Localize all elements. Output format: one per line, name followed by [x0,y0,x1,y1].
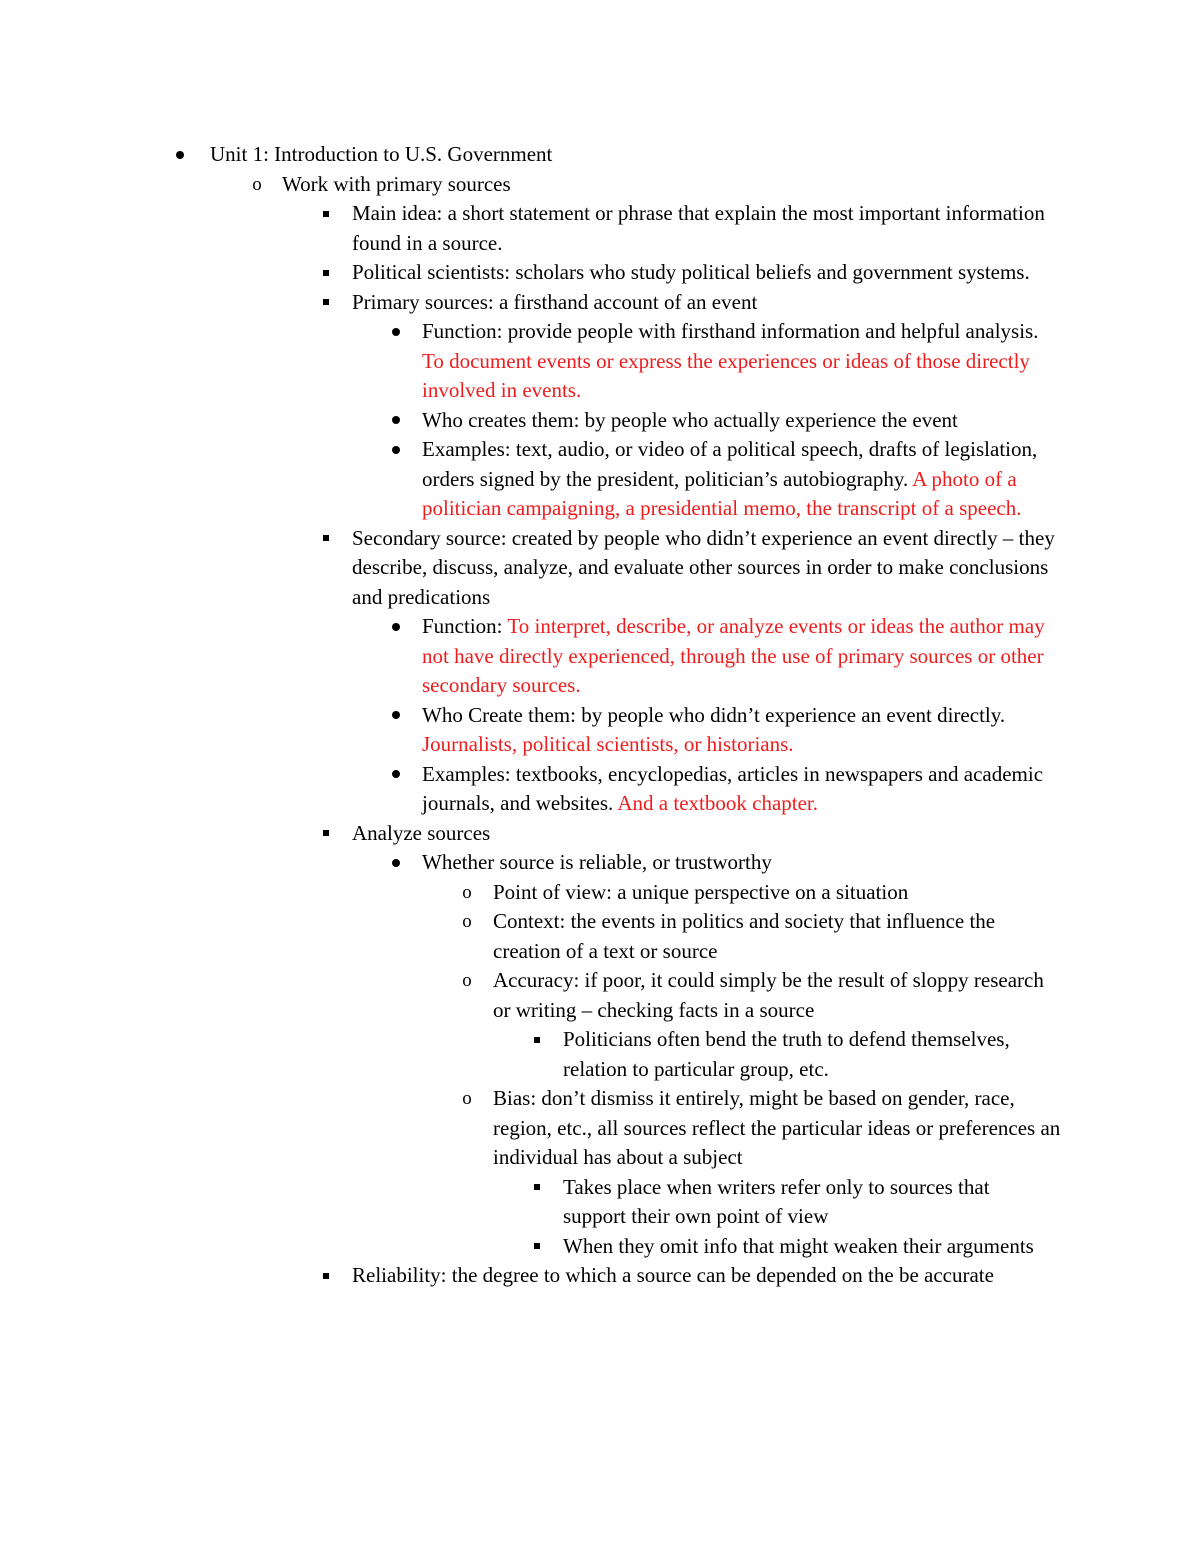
item-text: Examples: textbooks, encyclopedias, articles in newspapers and academic journals, and websites. [422,761,1044,815]
red-annotation: Journalists, political scientists, or historians. [422,732,794,756]
outline-item [0,288,1062,318]
red-annotation: A photo of a politician campaigning, a presidential memo, the transcript of a speech. [422,466,1022,520]
outline-item [0,435,1062,524]
item-text: Takes place when writers refer only to sources that support their own point of view [563,1174,990,1228]
outline-item [0,1261,1062,1291]
item-text: Context: the events in politics and society that influence the creation of a text or source [493,909,996,963]
outline-item [0,760,1062,819]
circle-bullet-icon: o [462,970,472,991]
item-text: Accuracy: if poor, it could simply be the result of sloppy research or writing – checking facts in a source [493,968,1044,1022]
square-bullet-icon [316,524,336,554]
square-bullet-icon [316,1261,336,1291]
disc-bullet-icon [386,760,406,790]
item-text: Function: provide people with firsthand information and helpful analysis. [422,319,1039,343]
disc-bullet-icon [170,140,190,170]
outline-item [0,317,1062,406]
item-text: Reliability: the degree to which a source can be depended on the be accurate [352,1263,994,1287]
item-text: Analyze sources [352,820,491,845]
outline-item [0,140,1070,170]
red-annotation: And a textbook chapter. [617,791,818,815]
item-text: Who Create them: by people who didn’t experience an event directly. [422,702,1006,727]
circle-bullet-icon: o [462,881,472,903]
disc-bullet-icon [386,406,406,436]
item-text: Function: [422,614,503,638]
red-annotation: To document events or express the experiences or ideas of those directly involved in events. [422,348,1030,402]
square-bullet-icon [527,1025,547,1055]
square-bullet-icon [527,1173,547,1203]
outline-item [0,701,1062,760]
outline-item [0,1173,1053,1232]
circle-bullet-icon: o [252,173,262,195]
outline-item [0,878,1063,908]
circle-bullet-icon: o [462,911,472,932]
outline-item [0,199,1062,258]
outline-item [0,170,1062,200]
outline-item [0,907,1063,966]
item-text: Secondary source: created by people who didn’t experience an event directly – they describe, discuss, analyze, and evaluate other sources in order to make conclusions and predications [352,525,1055,609]
disc-bullet-icon [386,435,406,465]
disc-bullet-icon [386,317,406,347]
item-text: Main idea: a short statement or phrase that explain the most important information found in a source. [352,201,1045,255]
item-text: Who creates them: by people who actually experience the event [422,407,958,432]
outline-item [0,966,1063,1025]
item-text: When they omit info that might weaken their arguments [563,1233,1034,1258]
outline-item [0,819,1062,849]
square-bullet-icon [316,258,336,288]
outline-item [0,1232,1053,1262]
item-text: Examples: text, audio, or video of a political speech, drafts of legislation, orders signed by the president, politician’s autobiography. [422,437,1038,491]
square-bullet-icon [316,199,336,229]
item-text: Whether source is reliable, or trustworthy [422,850,772,874]
outline-item [0,524,1062,613]
item-text: Work with primary sources [282,171,511,196]
disc-bullet-icon [386,612,406,642]
square-bullet-icon [316,819,336,849]
outline-item [0,1084,1063,1173]
outline-item [0,848,1062,878]
notes-outline [0,140,1200,1291]
disc-bullet-icon [386,701,406,731]
circle-bullet-icon: o [462,1088,472,1109]
item-text: Point of view: a unique perspective on a situation [493,879,909,904]
outline-item [0,612,1062,701]
item-text: Bias: don’t dismiss it entirely, might be based on gender, race, region, etc., all sources reflect the particular ideas or preferences an individual has about a subject [493,1086,1061,1169]
item-text: Primary sources: a firsthand account of an event [352,289,758,314]
outline-item [0,1025,1053,1084]
item-text: Politicians often bend the truth to defend themselves, relation to particular group, etc. [563,1027,1010,1081]
outline-item [0,258,1062,288]
disc-bullet-icon [386,848,406,878]
red-annotation: To interpret, describe, or analyze events or ideas the author may not have directly experienced, through the use of primary sources or other secondary sources. [422,614,1045,697]
item-text: Political scientists: scholars who study political beliefs and government systems. [352,260,1030,284]
square-bullet-icon [316,288,336,318]
outline-item [0,406,1062,436]
item-text: Unit 1: Introduction to U.S. Government [210,142,553,166]
square-bullet-icon [527,1232,547,1262]
